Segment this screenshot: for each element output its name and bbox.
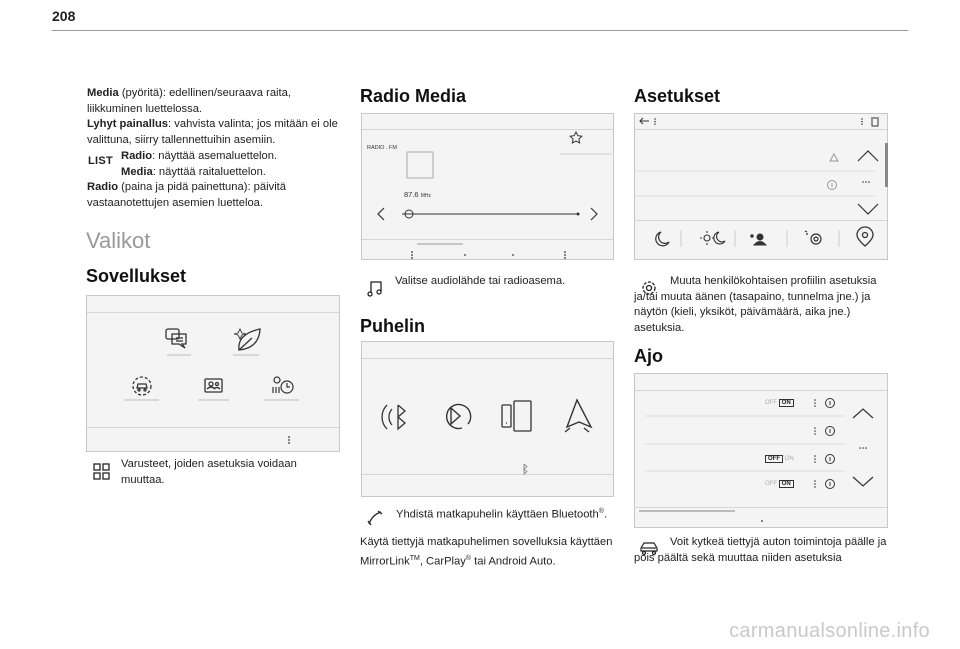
bluetooth-icon [382,405,405,429]
day-night-icon [700,231,725,245]
drive-screen-graphics [635,374,889,529]
phone-heading: Puhelin [360,316,426,336]
settings-heading: Asetukset [634,86,721,106]
settings-screen [634,113,888,260]
drive-note: Voit kytkeä tiettyjä auton toimintoja päälle ja pois päältä sekä muuttaa niiden asetuksia [634,536,887,564]
watermark: carmanualsonline.info [729,620,930,642]
trash-icon [871,118,879,126]
list-button-label: LIST [88,155,114,167]
car-settings-icon [133,377,151,395]
leaf-icon [234,329,260,350]
info-icon [828,181,837,190]
apps-note: Varusteet, joiden asetuksia voidaan muuttaa. [121,458,297,486]
phone-screen-icons [362,342,615,498]
apps-screen-icons [87,296,341,453]
chevron-left-icon [378,208,384,220]
profile-icon [751,234,766,245]
radio-media-heading: Radio Media [360,86,467,106]
radio-note: Valitse audiolähde tai radioasema. [395,275,566,287]
play-circle-icon [447,404,471,428]
favorite-star-icon [570,132,582,143]
music-note-icon [367,279,383,297]
bluetooth-small-icon [524,464,527,474]
phone-handset-icon [366,509,384,527]
apps-screen [86,295,340,452]
chevron-right-icon [591,208,597,220]
radio-source-label: RADIO . FM [367,145,397,151]
radio-screen-graphics [362,114,615,261]
toggle-row-1[interactable]: OFF ON [765,399,794,407]
mirror-link-icon [502,401,531,431]
settings-note-indent: Muuta henkilökohtaisen profiilin asetuksia ja/tai muuta äänen (tasapaino, tunnelma jne.) ja näytön (kieli, yksiköt, päivämäärä, aika jne.) asetuksia. [634,275,877,334]
back-arrow-icon [640,118,649,124]
scrollbar-thumb [885,143,888,187]
radio-hold-paragraph: Radio (paina ja pidä painettuna): päivitä vastaanotettujen asemien luetteloa. [87,181,287,209]
radio-screen [361,113,614,260]
menus-heading: Valikot [86,228,151,253]
frequency-readout: 87.6 MHz [404,190,431,199]
chevron-up-icon [853,409,873,418]
settings-screen-graphics [635,114,889,261]
media-paragraph: Media (pyöritä): edellinen/seuraava raita, liikkuminen luettelossa. Lyhyt painallus: vahvista valinta; jos mitään ei ole valittuna, siirry tallennettuihin asemiin. [87,87,338,146]
warning-triangle-icon [830,154,838,161]
drive-heading: Ajo [634,346,663,366]
phone-note-line1: Yhdistä matkapuhelin käyttäen Bluetooth®. [396,508,608,521]
chat-bubbles-icon [166,329,186,348]
settings-gear-icon [805,231,821,244]
phone-note-line2: Käytä tiettyjä matkapuhelimen sovelluksia käyttäen MirrorLink™, CarPlay® tai Android Auto. [360,536,613,568]
toggle-row-3[interactable]: OFF ON [765,480,794,488]
phone-screen [361,341,614,497]
apps-heading: Sovellukset [86,266,187,286]
chevron-down-icon [858,204,878,214]
android-auto-icon [565,400,591,432]
location-sound-icon [857,227,873,246]
grid-icon [93,463,111,481]
more-options-icon [288,436,290,444]
header-rule [52,30,908,31]
contact-card-icon [205,379,222,392]
chevron-up-icon [858,151,878,161]
album-art-placeholder [407,152,433,178]
list-description: Radio: näyttää asemaluettelon. Media: näyttää raitaluettelon. [121,150,278,178]
chevron-down-icon [853,477,873,486]
night-mode-icon [656,232,669,246]
page-number: 208 [52,8,76,24]
toggle-row-2[interactable]: OFF ON [765,455,794,463]
fan-timer-icon [273,377,293,393]
drive-screen [634,373,888,528]
